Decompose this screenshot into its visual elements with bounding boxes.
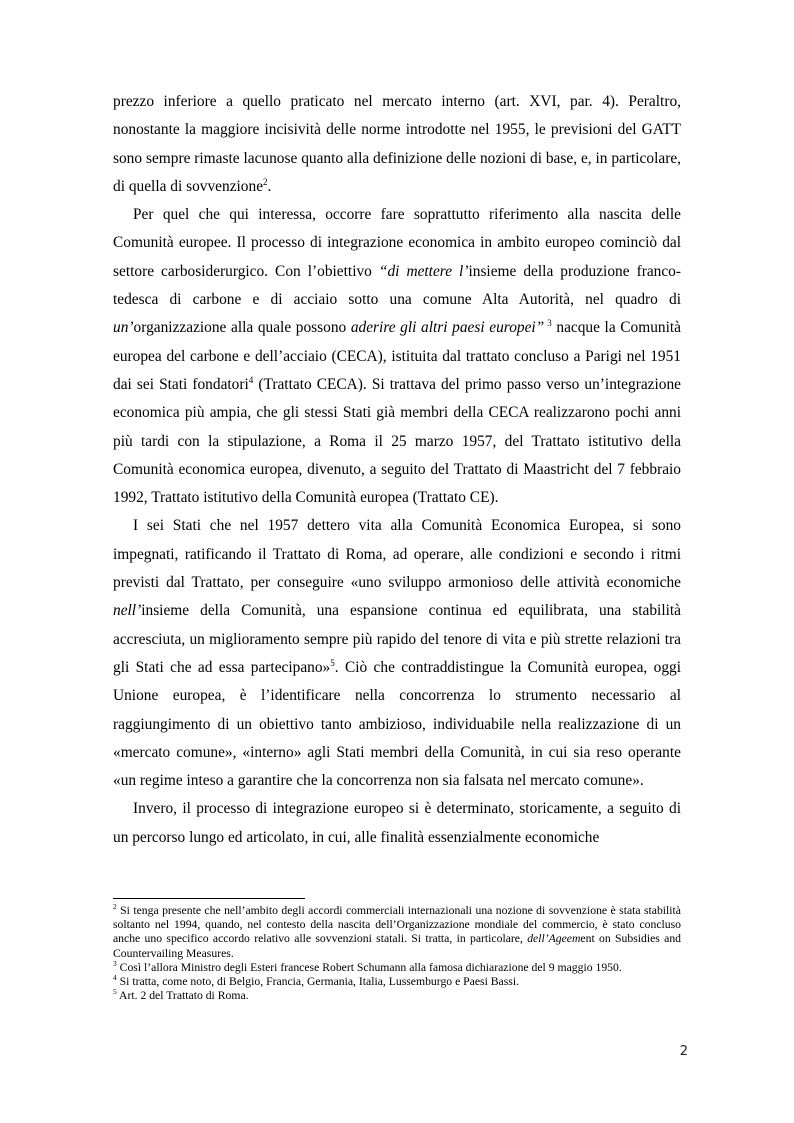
text-run: insieme della Comunità, una espansione continua ed equilibrata, una stabilità accresciuta, un miglioramento sempre più rapido del tenore di vita e più strette relazioni tra gli Stati che ad essa partecipano» <box>113 602 681 676</box>
footnote-ref: 2 <box>113 902 117 912</box>
paragraph <box>113 88 681 201</box>
footnote-ref: 4 <box>113 973 117 983</box>
text-run: insieme della produzione franco-tedesca di carbone e di acciaio sotto una comune Alta Autorità, nel quadro di <box>113 262 681 309</box>
text-run: I sei Stati che nel 1957 dettero vita alla Comunità Economica Europea, si sono impegnati, ratificando il Trattato di Roma, ad operare, alle condizioni e secondo i ritmi previsti dal Trattato, per conseguire «uno sviluppo armonioso delle attività economiche <box>113 517 681 592</box>
text-run: . <box>267 177 272 195</box>
footnote-ref: 5 <box>330 657 335 668</box>
text-run: nacque la Comunità europea del carbone e dell’acciaio (CECA), istituita dal trattato concluso a Parigi nel 1951 dai sei Stati fondatori <box>113 319 681 393</box>
footnotes <box>113 904 681 1003</box>
footnote-ref: 3 <box>544 318 552 329</box>
text-run: Si tratta, come noto, di Belgio, Francia, Germania, Italia, Lussemburgo e Paesi Bassi. <box>116 975 520 989</box>
footnote <box>113 958 681 975</box>
text-run: organizzazione alla quale possono <box>133 319 351 337</box>
text-run: Per quel che qui interessa, occorre fare soprattutto riferimento alla nascita delle Comunità europee. Il processo di integrazione economica in ambito europeo cominciò dal settore carbosiderurgico. Con l’obiettivo <box>113 206 681 280</box>
footnote-ref: 2 <box>263 176 268 187</box>
text-run: Così l’allora Ministro degli Esteri francese Robert Schumann alla famosa dichiarazione del 9 maggio 1950. <box>116 960 622 974</box>
footnote <box>113 975 681 989</box>
footnote <box>113 904 681 961</box>
italic-text: mettere l’ <box>406 262 469 280</box>
text-run: prezzo inferiore a quello praticato nel mercato interno (art. XVI, par. 4). Peraltro, nonostante la maggiore incisività delle norme introdotte nel 1955, le previsioni del GATT sono sempre rimaste lacunose quanto alla definizione delle nozioni di base, e, in particolare, di quella di sovvenzione <box>113 93 681 195</box>
text-run: . Ciò che contraddistingue la Comunità europea, oggi Unione europea, è l’identificare nella concorrenza lo strumento necessario al raggiungimento di un obiettivo tanto ambizioso, individuabile nella realizzazione di un «mercato comune», «interno» agli Stati membri della Comunità, in cui sia reso operante «un regime inteso a garantire che la concorrenza non sia falsata nel mercato comune». <box>113 658 681 790</box>
paragraph <box>113 512 681 795</box>
text-run: (Trattato CECA). Si trattava del primo passo verso un’integrazione economica più ampia, che gli stessi Stati già membri della CECA realizzarono pochi anni più tardi con la stipulazione, a Roma il 25 marzo 1957, del Trattato istitutivo della Comunità economica europea, divenuto, a seguito del Trattato di Maastricht del 7 febbraio 1992, Trattato istitutivo della Comunità europea (Trattato CE). <box>113 375 681 507</box>
footnote <box>113 989 681 1003</box>
page-number: 2 <box>679 1044 688 1059</box>
italic-text: “di <box>378 262 407 280</box>
paragraph <box>113 795 681 852</box>
italic-text: un’ <box>113 319 134 337</box>
italic-text: nell’ <box>113 602 142 620</box>
body-text <box>113 88 681 852</box>
text-run: Invero, il processo di integrazione europeo si è determinato, storicamente, a seguito di un percorso lungo ed articolato, in cui, alle finalità essenzialmente economiche <box>113 800 681 846</box>
footnote-ref: 5 <box>113 987 117 997</box>
text-run: ent on Subsidies and Countervailing Measures. <box>113 932 682 960</box>
footnote-ref: 3 <box>113 958 117 968</box>
italic-text: aderire gli altri paesi europei” <box>350 319 545 337</box>
paragraph <box>113 201 681 512</box>
text-run: Art. 2 del Trattato di Roma. <box>116 989 249 1003</box>
italic-text: dell’Ageem <box>527 932 581 946</box>
text-run: Si tenga presente che nell’ambito degli accordi commerciali internazionali una nozione di sovvenzione è stata stabilità soltanto nel 1994, quando, nel contesto della nascita dell’Organizzazione mondiale del commercio, è stato concluso anche uno specifico accordo relativo alle sovvenzioni statali. Si tratta, in particolare, <box>113 904 681 946</box>
footnote-ref: 4 <box>248 374 254 385</box>
footnote-separator <box>113 898 305 899</box>
